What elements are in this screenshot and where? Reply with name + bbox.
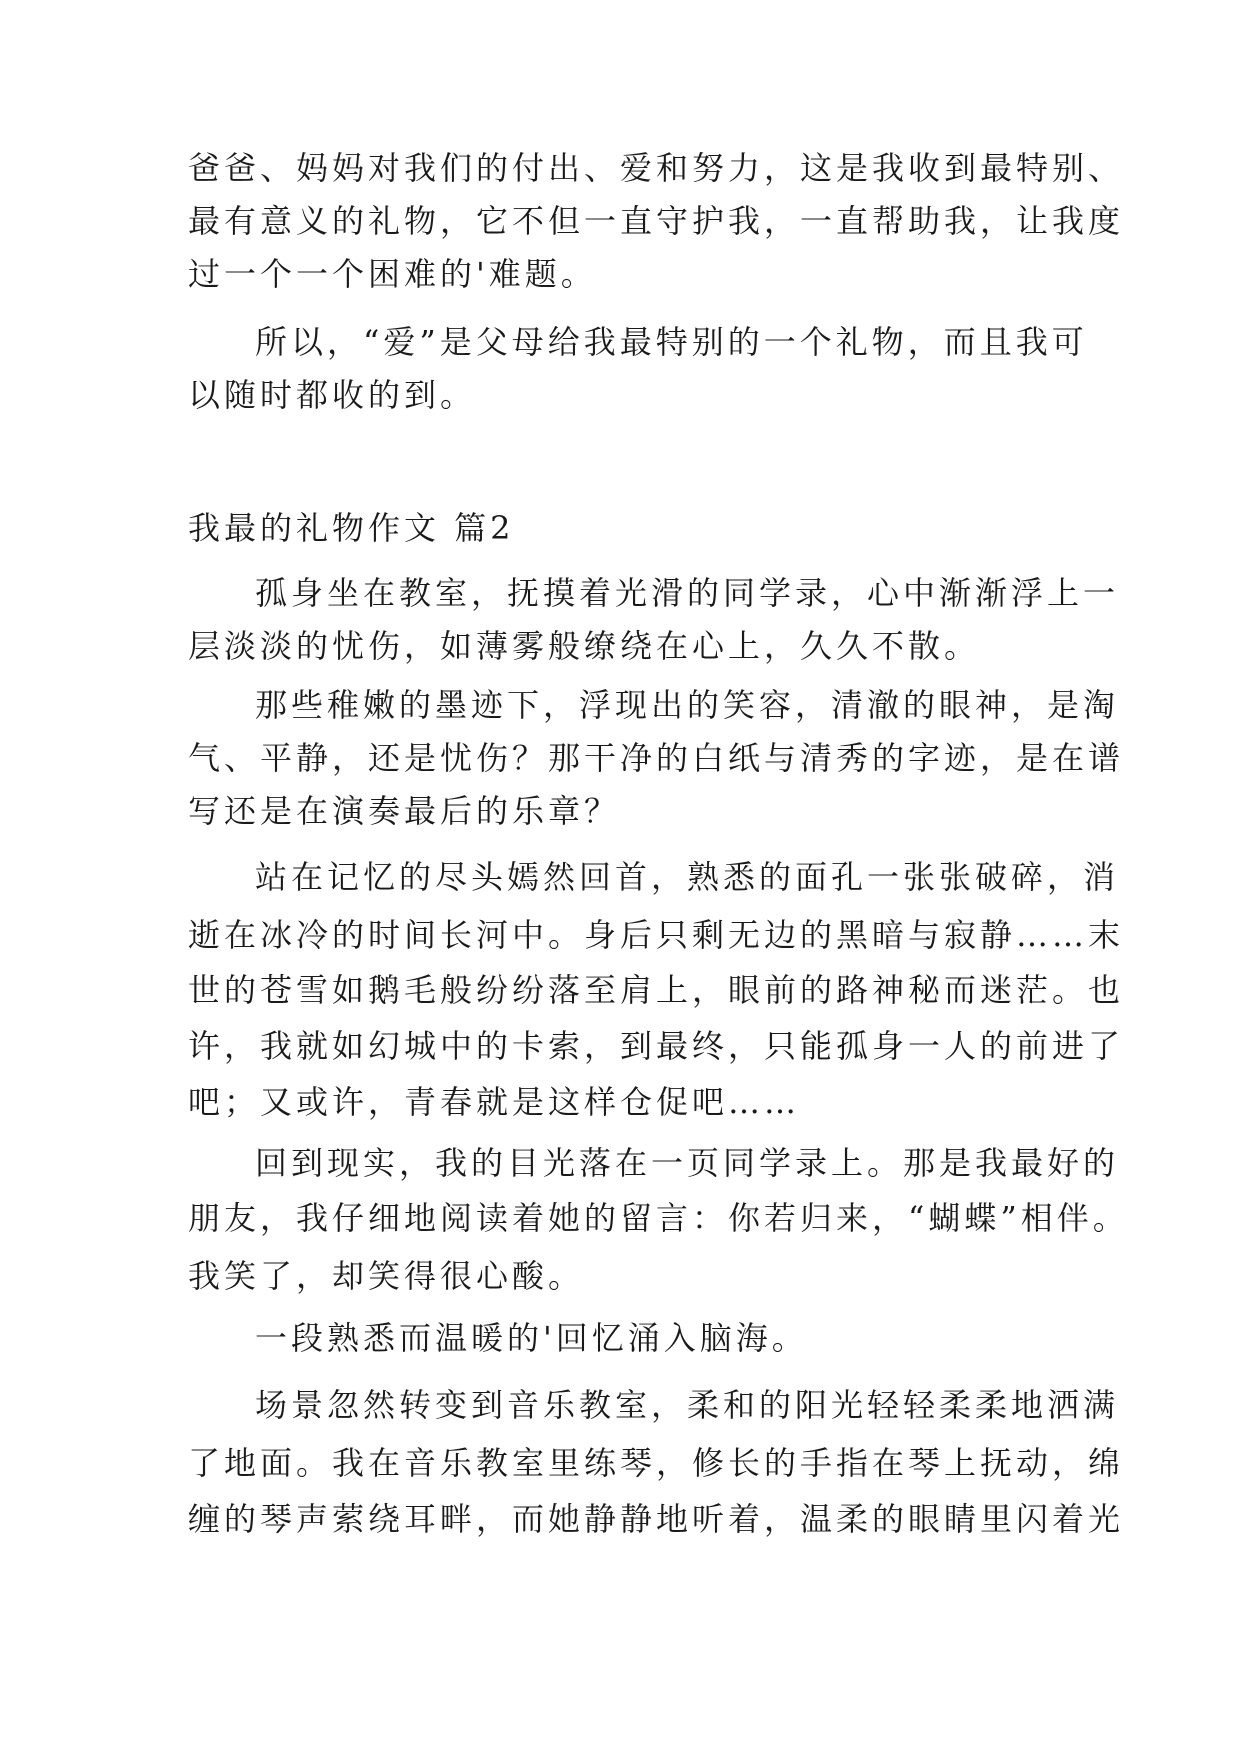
text-line: 场景忽然转变到音乐教室，柔和的阳光轻轻柔柔地洒满	[255, 1386, 1120, 1424]
text-line: 层淡淡的忧伤，如薄雾般缭绕在心上，久久不散。	[188, 627, 981, 665]
text-line: 过一个一个困难的'难题。	[188, 255, 597, 293]
text-line: 吧；又或许，青春就是这样仓促吧……	[188, 1083, 801, 1121]
text-line: 我笑了，却笑得很心酸。	[188, 1257, 585, 1295]
text-line: 世的苍雪如鹅毛般纷纷落至肩上，眼前的路神秘而迷茫。也	[188, 971, 1125, 1009]
text-line: 了地面。我在音乐教室里练琴，修长的手指在琴上抚动，绵	[188, 1444, 1125, 1482]
text-line: 爸爸、妈妈对我们的付出、爱和努力，这是我收到最特别、	[188, 149, 1125, 187]
text-line: 许，我就如幻城中的卡索，到最终，只能孤身一人的前进了	[188, 1027, 1125, 1065]
text-line: 站在记忆的尽头嫣然回首，熟悉的面孔一张张破碎，消	[255, 858, 1120, 896]
text-line: 写还是在演奏最后的乐章？	[188, 792, 621, 830]
text-line: 逝在冰冷的时间长河中。身后只剩无边的黑暗与寂静……末	[188, 916, 1125, 954]
text-line: 以随时都收的到。	[188, 376, 477, 414]
text-line: 一段熟悉而温暖的'回忆涌入脑海。	[255, 1319, 808, 1357]
text-line: 孤身坐在教室，抚摸着光滑的同学录，心中渐渐浮上一	[255, 574, 1120, 612]
text-line: 所以，“爱”是父母给我最特别的一个礼物，而且我可	[255, 323, 1088, 361]
text-line: 那些稚嫩的墨迹下，浮现出的笑容，清澈的眼神，是淘	[255, 686, 1120, 724]
text-line: 朋友，我仔细地阅读着她的留言：你若归来，“蝴蝶”相伴。	[188, 1199, 1129, 1237]
text-line: 气、平静，还是忧伤？那干净的白纸与清秀的字迹，是在谱	[188, 739, 1125, 777]
section-title: 我最的礼物作文 篇2	[188, 509, 515, 547]
text-line: 最有意义的礼物，它不但一直守护我，一直帮助我，让我度	[188, 202, 1125, 240]
text-line: 回到现实，我的目光落在一页同学录上。那是我最好的	[255, 1144, 1120, 1182]
text-line: 缠的琴声萦绕耳畔，而她静静地听着，温柔的眼睛里闪着光	[188, 1500, 1125, 1538]
